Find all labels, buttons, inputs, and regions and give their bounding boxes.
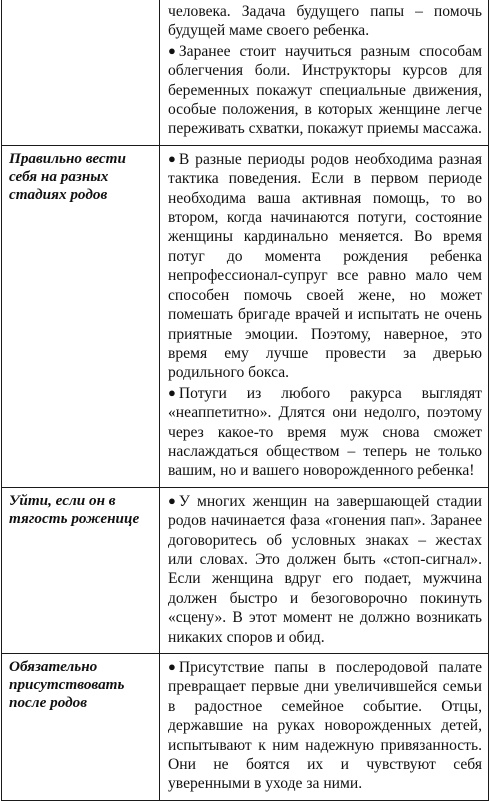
paragraph-text: В разные периоды родов необходима разная тактика поведения. Если в первом периоде необходима ваша активная помощь, то во втором, когда начинаются потуги, состояние женщины кардинально меняется. Во время потуг до момента рождения ребенка непрофессионал-супруг все равно мало чем способен помочь своей жене, но может помешать бригаде врачей и испытать не очень приятные эмоции. Поэтому, наверное, это время ему лучше провести за дверью родильного бокса.: [168, 150, 482, 382]
bullet-icon: ●: [168, 384, 176, 400]
bullet-paragraph: [168, 383, 482, 481]
row-content-cell: [160, 654, 489, 801]
row-content-cell: [160, 145, 489, 487]
row-label: Правильно вести себя на разных стадиях родов: [9, 149, 126, 204]
paragraph-text: Потуги из любого ракурса выглядят «неаппетитно». Длятся они недолго, поэтому через какое-то время муж снова сможет наслаждаться обществом – теперь не только вашим, но и вашего новорожденного ребенка!: [168, 384, 482, 480]
advice-table: [1, 0, 489, 801]
row-label: Уйти, если он в тягость роженице: [9, 491, 140, 527]
table-row: [2, 487, 489, 653]
row-label: Обязательно присутствовать после родов: [9, 658, 125, 712]
paragraph-text: человека. Задача будущего папы – помочь будущей маме своего ребенка.: [168, 3, 482, 40]
row-label-cell: [2, 0, 160, 145]
table-row: [2, 0, 489, 145]
row-content-cell: [160, 487, 489, 653]
row-label-cell: [2, 145, 160, 487]
table-row: [2, 654, 489, 801]
paragraph-text: Заранее стоит научиться разным способам облегчения боли. Инструкторы курсов для беременных покажут специальные движения, особые положения, в которых женщине легче переживать схватки, покажут приемы массажа.: [168, 42, 482, 138]
bullet-paragraph: [168, 41, 482, 139]
bullet-icon: ●: [168, 42, 176, 58]
bullet-paragraph: [168, 491, 482, 647]
bullet-icon: ●: [168, 150, 176, 166]
bullet-paragraph: [168, 149, 482, 383]
bullet-paragraph: [168, 657, 482, 794]
row-label-cell: [2, 487, 160, 653]
paragraph-text: У многих женщин на завершающей стадии родов начинается фаза «гонения пап». Заранее договоритесь об условных знаках – жестах или словах. Это должен быть «стоп-сигнал». Если женщина вдруг его подает, мужчина должен быстро и безоговорочно покинуть «сцену». В этот момент не должно возникать никаких споров и обид.: [168, 492, 482, 646]
bullet-icon: ●: [168, 492, 176, 508]
bullet-icon: ●: [168, 659, 176, 674]
paragraph: [168, 2, 482, 41]
row-label-cell: [2, 654, 160, 801]
paragraph-text: Присутствие папы в послеродовой палате превращает первые дни увеличившейся семьи в радостное семейное событие. Отцы, державшие на руках новорожденных детей, испытывают к ним надежную привязанность. Они не боятся их и чувствуют себя уверенными в уходе за ними.: [168, 659, 482, 793]
row-content-cell: [160, 0, 489, 145]
table-row: [2, 145, 489, 487]
